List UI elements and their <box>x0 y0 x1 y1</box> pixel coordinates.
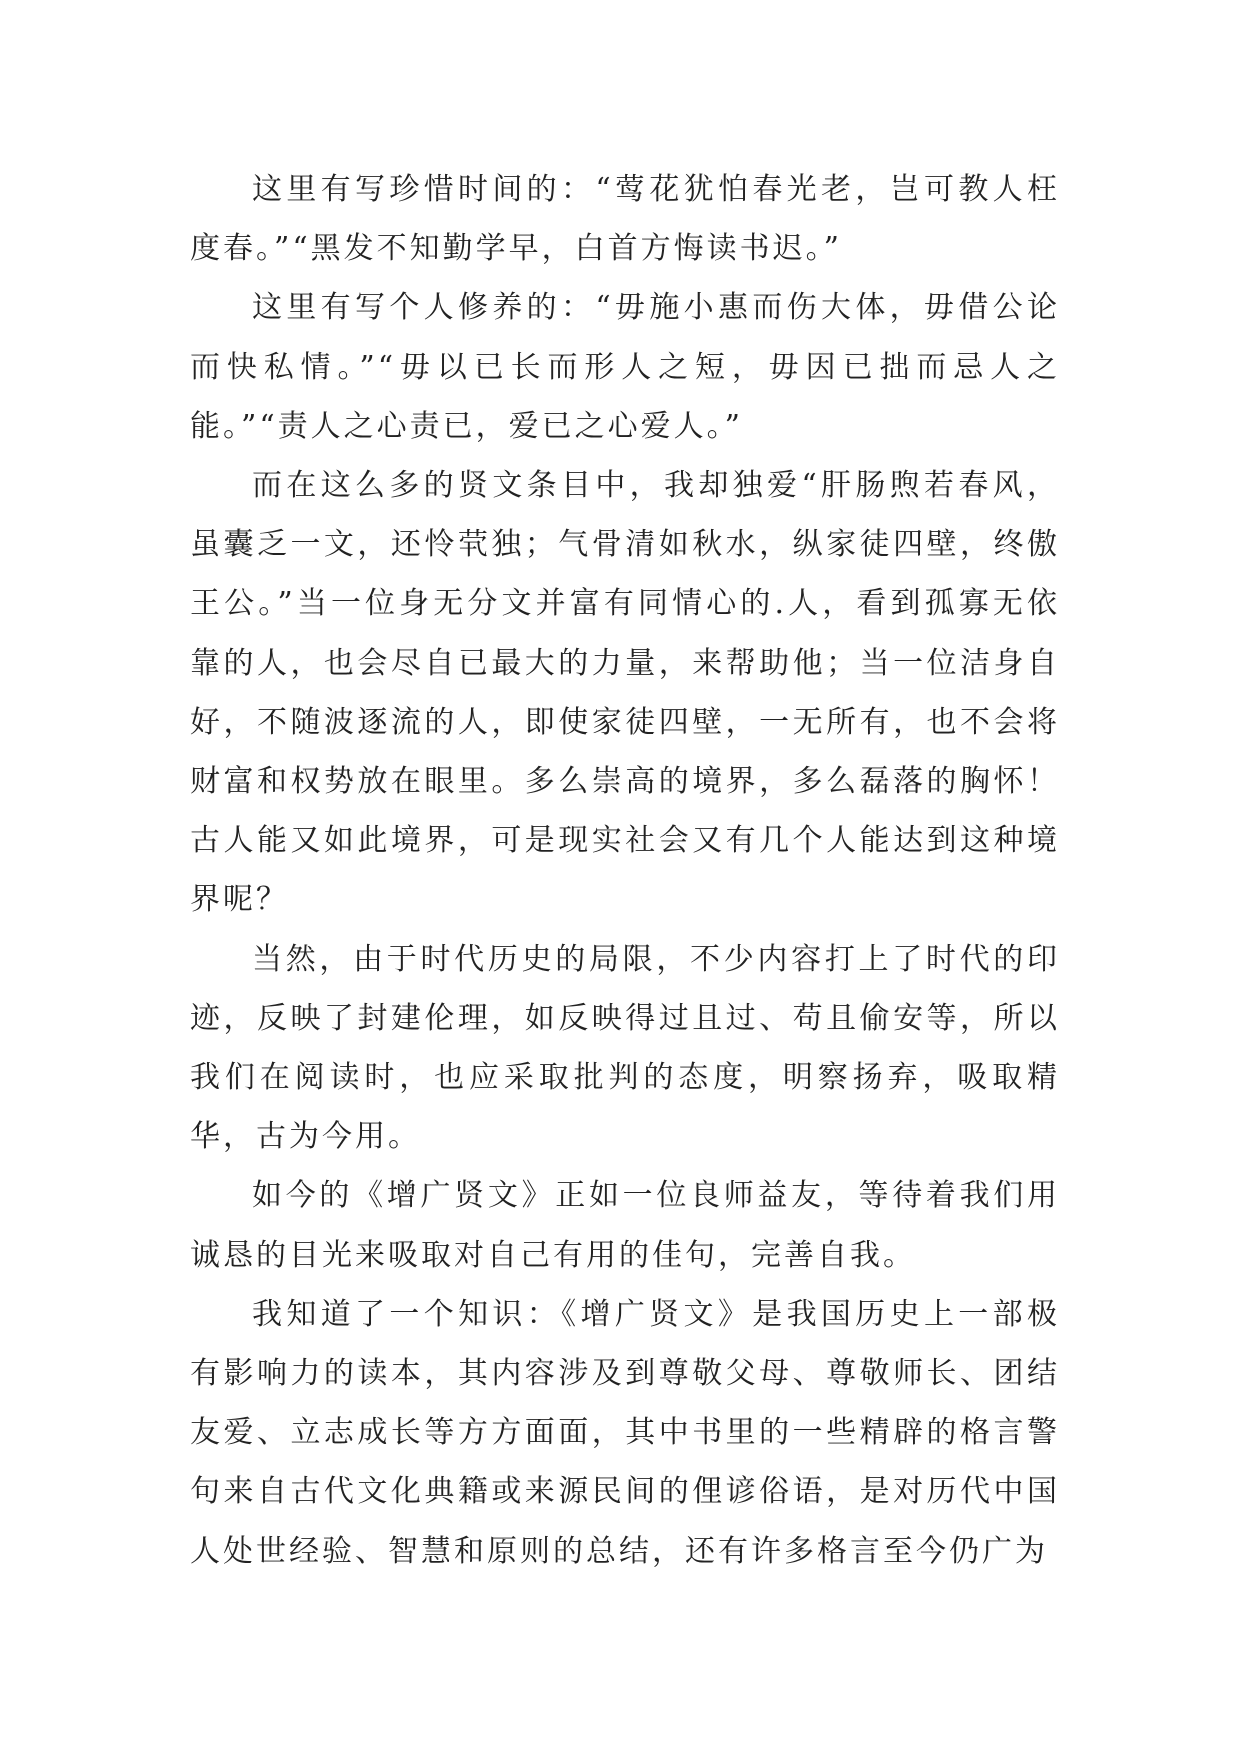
document-body <box>190 160 1060 1581</box>
paragraph-self-cultivation: 这里有写个人修养的：“毋施小惠而伤大体，毋借公论而快私情。”“毋以已长而形人之短，毋因已拙而忌人之能。”“责人之心责已，爱已之心爱人。” <box>190 290 1060 444</box>
paragraph-knowledge: 我知道了一个知识：《增广贤文》是我国历史上一部极有影响力的读本，其内容涉及到尊敬父母、尊敬师长、团结友爱、立志成长等方方面面，其中书里的一些精辟的格言警句来自古代文化典籍或来源民间的俚谚俗语，是对历代中国人处世经验、智慧和原则的总结，还有许多格言至今仍广为 <box>190 1296 1060 1569</box>
paragraph-time: 这里有写珍惜时间的：“莺花犹怕春光老，岂可教人枉度春。”“黑发不知勤学早，白首方悔读书迟。” <box>190 172 1060 267</box>
paragraph-mentor: 如今的《增广贤文》正如一位良师益友，等待着我们用诚恳的目光来吸取对自己有用的佳句，完善自我。 <box>190 1178 1060 1273</box>
paragraph-favorite-quote: 而在这么多的贤文条目中，我却独爱“肝肠煦若春风，虽囊乏一文，还怜茕独；气骨清如秋水，纵家徒四壁，终傲王公。”当一位身无分文并富有同情心的.人，看到孤寡无依靠的人，也会尽自已最大的力量，来帮助他；当一位洁身自好，不随波逐流的人，即使家徒四壁，一无所有，也不会将财富和权势放在眼里。多么崇高的境界，多么磊落的胸怀！古人能又如此境界，可是现实社会又有几个人能达到这种境界呢？ <box>190 468 1060 918</box>
paragraph-limitations: 当然，由于时代历史的局限，不少内容打上了时代的印迹，反映了封建伦理，如反映得过且过、苟且偷安等，所以我们在阅读时，也应采取批判的态度，明察扬弃，吸取精华，古为今用。 <box>190 941 1060 1155</box>
